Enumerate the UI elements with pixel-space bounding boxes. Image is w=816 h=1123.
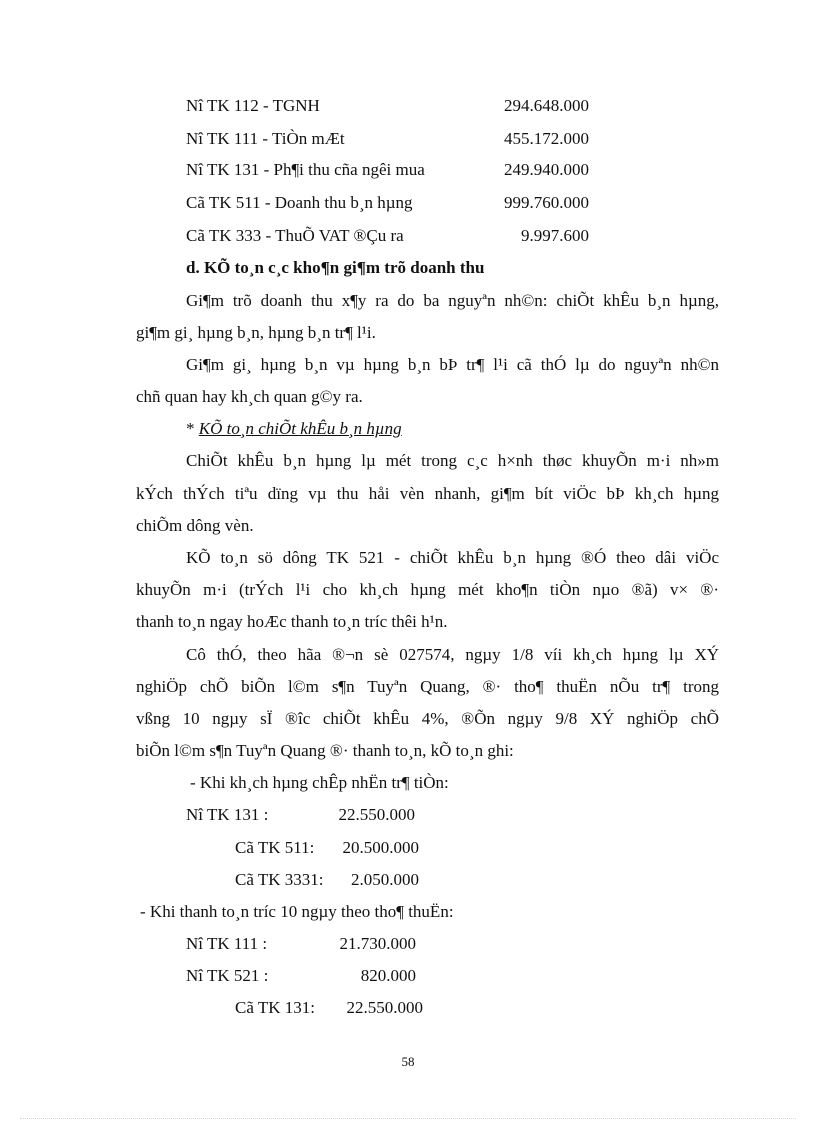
paragraph-line: khuyÕn m·i (trÝch l¹i cho kh¸ch hµng mét kho¶n tiÒn nµo ®ã) v× ®· xyxy=(136,580,719,599)
case2-amount-111: 21.730.000 xyxy=(339,934,416,953)
case-title: - Khi kh¸ch hµng chÊp nhËn tr¶ tiÒn: xyxy=(190,773,449,792)
entry-amount-131: 249.940.000 xyxy=(504,160,589,179)
case1-credit-511: Cã TK 511: xyxy=(235,838,315,857)
section-heading: d. KÕ to¸n c¸c kho¶n gi¶m trõ doanh thu xyxy=(186,258,485,277)
entry-amount-111: 455.172.000 xyxy=(504,129,589,148)
entry-amount-511: 999.760.000 xyxy=(504,193,589,212)
entry-debit-111: Nî TK 111 - TiÒn mÆt xyxy=(186,129,345,148)
case2-credit-131: Cã TK 131: xyxy=(235,998,315,1017)
paragraph-line: gi¶m gi¸ hµng b¸n, hµng b¸n tr¶ l¹i. xyxy=(136,323,376,342)
case1-credit-3331: Cã TK 3331: xyxy=(235,870,324,889)
paragraph-line: Cô thÓ, theo hãa ®¬n sè 027574, ngµy 1/8 víi kh¸ch hµng lµ XÝ xyxy=(186,645,719,664)
subheading xyxy=(186,419,402,439)
paragraph-line: ChiÕt khÊu b¸n hµng lµ mét trong c¸c h×nh thøc khuyÕn m·i nh»m xyxy=(186,451,719,470)
subheading-bullet: * xyxy=(186,419,199,438)
paragraph-line: chñ quan hay kh¸ch quan g©y ra. xyxy=(136,387,363,406)
case1-amount-131: 22.550.000 xyxy=(338,805,415,824)
entry-amount-333: 9.997.600 xyxy=(521,226,589,245)
case1-amount-3331: 2.050.000 xyxy=(351,870,419,889)
paragraph-line: thanh to¸n ngay hoÆc thanh to¸n tríc thêi h¹n. xyxy=(136,612,448,631)
paragraph-line: Gi¶m gi¸ hµng b¸n vµ hµng b¸n bÞ tr¶ l¹i cã thÓ lµ do nguyªn nh©n xyxy=(186,355,719,374)
entry-credit-333: Cã TK 333 - ThuÕ VAT ®Çu ra xyxy=(186,226,404,245)
page-border xyxy=(20,1118,796,1119)
entry-amount-112: 294.648.000 xyxy=(504,96,589,115)
paragraph-line: nghiÖp chÕ biÕn l©m s¶n Tuyªn Quang, ®· tho¶ thuËn nÕu tr¶ trong xyxy=(136,677,719,696)
case2-debit-111: Nî TK 111 : xyxy=(186,934,268,953)
entry-debit-131: Nî TK 131 - Ph¶i thu cña ngêi mua xyxy=(186,160,425,179)
case2-amount-521: 820.000 xyxy=(360,966,416,985)
case-title: - Khi thanh to¸n tríc 10 ngµy theo tho¶ thuËn: xyxy=(140,902,454,921)
entry-debit-112: Nî TK 112 - TGNH xyxy=(186,96,320,115)
entry-credit-511: Cã TK 511 - Doanh thu b¸n hµng xyxy=(186,193,413,212)
paragraph-line: chiÕm dông vèn. xyxy=(136,516,254,535)
case2-debit-521: Nî TK 521 : xyxy=(186,966,269,985)
case1-debit-131: Nî TK 131 : xyxy=(186,805,269,824)
case2-amount-131: 22.550.000 xyxy=(346,998,423,1017)
paragraph-line: biÕn l©m s¶n Tuyªn Quang ®· thanh to¸n, kÕ to¸n ghi: xyxy=(136,741,514,760)
page-number: 58 xyxy=(401,1054,415,1069)
paragraph-line: KÕ to¸n sö dông TK 521 - chiÕt khÊu b¸n hµng ®Ó theo dâi viÖc xyxy=(186,548,719,567)
case1-amount-511: 20.500.000 xyxy=(342,838,419,857)
paragraph-line: Gi¶m trõ doanh thu x¶y ra do ba nguyªn nh©n: chiÕt khÊu b¸n hµng, xyxy=(186,291,719,310)
paragraph-line: kÝch thÝch tiªu dïng vµ thu håi vèn nhanh, gi¶m bít viÖc bÞ kh¸ch hµng xyxy=(136,484,719,503)
paragraph-line: vßng 10 ngµy sÏ ®îc chiÕt khÊu 4%, ®Õn ngµy 9/8 XÝ nghiÖp chÕ xyxy=(136,709,719,728)
subheading-text: KÕ to¸n chiÕt khÊu b¸n hµng xyxy=(198,419,402,438)
